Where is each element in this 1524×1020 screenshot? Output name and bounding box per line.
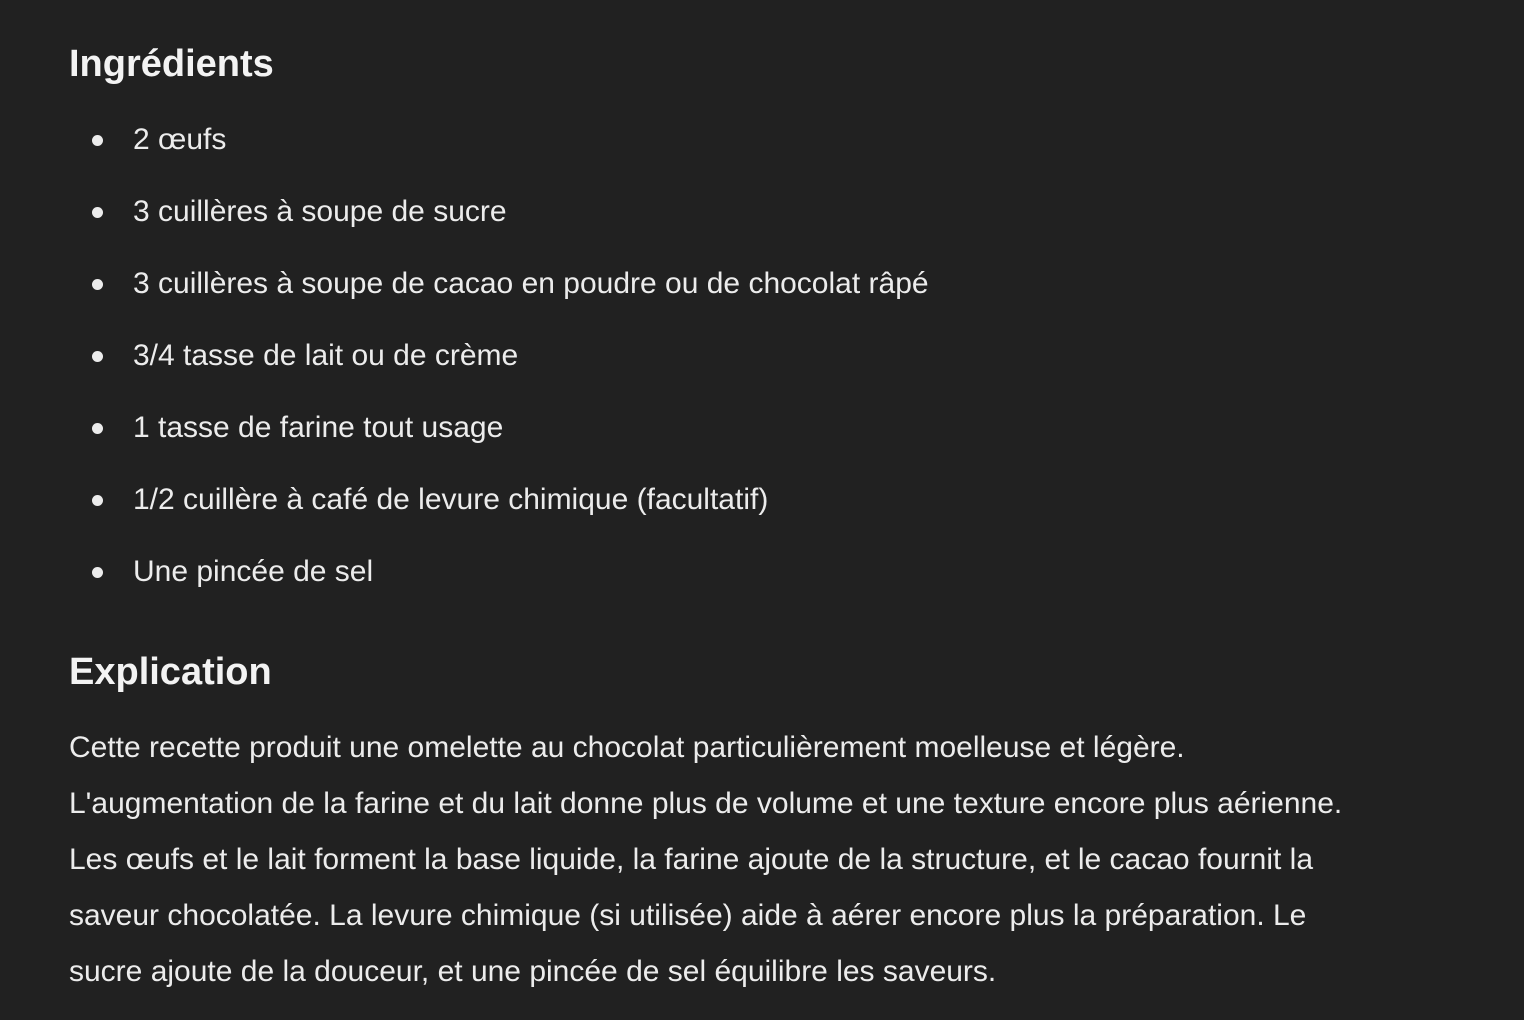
ingredient-text: 3 cuillères à soupe de cacao en poudre ou de chocolat râpé — [133, 267, 929, 300]
ingredient-text: 2 œufs — [133, 123, 227, 156]
bullet-icon — [92, 495, 103, 506]
ingredient-text: 1 tasse de farine tout usage — [133, 411, 504, 444]
ingredient-item — [69, 176, 929, 248]
ingredient-text: Une pincée de sel — [133, 555, 374, 588]
ingredients-list — [69, 104, 929, 608]
ingredient-item — [69, 464, 929, 536]
ingredient-item — [69, 320, 929, 392]
explication-paragraph — [69, 720, 1489, 1000]
ingredient-text: 3/4 tasse de lait ou de crème — [133, 339, 519, 372]
bullet-icon — [92, 207, 103, 218]
bullet-icon — [92, 567, 103, 578]
explication-line: sucre ajoute de la douceur, et une pincée de sel équilibre les saveurs. — [69, 955, 997, 988]
ingredient-item — [69, 248, 929, 320]
explication-line: Les œufs et le lait forment la base liquide, la farine ajoute de la structure, et le cacao fournit la — [69, 843, 1314, 876]
bullet-icon — [92, 423, 103, 434]
bullet-icon — [92, 351, 103, 362]
ingredient-text: 3 cuillères à soupe de sucre — [133, 195, 507, 228]
ingredient-text: 1/2 cuillère à café de levure chimique (facultatif) — [133, 483, 769, 516]
ingredient-item — [69, 392, 929, 464]
explication-line: Cette recette produit une omelette au chocolat particulièrement moelleuse et légère. — [69, 731, 1185, 764]
bullet-icon — [92, 135, 103, 146]
bullet-icon — [92, 279, 103, 290]
explication-line: L'augmentation de la farine et du lait donne plus de volume et une texture encore plus aérienne. — [69, 787, 1343, 820]
ingredients-heading: Ingrédients — [69, 43, 274, 85]
ingredient-item — [69, 104, 929, 176]
explication-line: saveur chocolatée. La levure chimique (si utilisée) aide à aérer encore plus la préparation. Le — [69, 899, 1307, 932]
ingredient-item — [69, 536, 929, 608]
explication-heading: Explication — [69, 651, 272, 693]
